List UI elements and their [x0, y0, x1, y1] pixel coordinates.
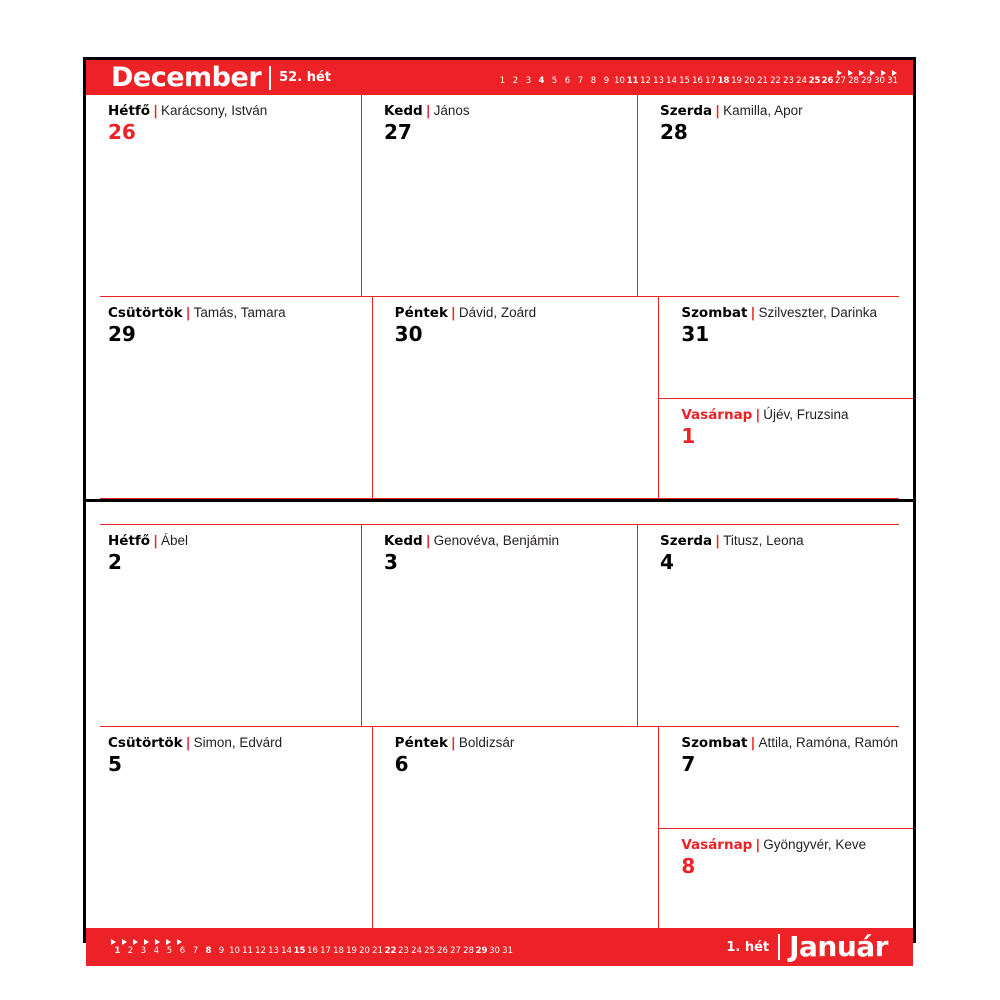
strip-day-9: 9: [218, 945, 225, 956]
day-separator: |: [715, 103, 721, 119]
january-month-title: Január: [789, 930, 888, 963]
strip-day-16: 16: [692, 75, 703, 86]
day-of-week-label: Hétfő: [108, 533, 151, 549]
strip-day-7: 7: [577, 75, 584, 86]
strip-day-15: 15: [679, 75, 690, 86]
arrow-icon: [177, 939, 182, 945]
strip-day-26: 26: [437, 945, 448, 956]
day-header: [108, 735, 362, 751]
strip-day-28: 28: [848, 75, 859, 86]
strip-day-20: 20: [744, 75, 755, 86]
day-header: [681, 407, 903, 423]
day-header: [660, 533, 903, 549]
arrow-icon: [837, 70, 842, 76]
strip-day-3: 3: [525, 75, 532, 86]
day-of-week-label: Kedd: [384, 103, 423, 119]
day-of-week-label: Szombat: [681, 305, 748, 321]
strip-day-1: 1: [114, 945, 121, 956]
strip-day-9: 9: [603, 75, 610, 86]
day-number: 5: [108, 752, 122, 777]
arrow-icon: [859, 70, 864, 76]
day-header: [384, 103, 627, 119]
day-header: [108, 103, 351, 119]
day-number: 4: [660, 550, 674, 575]
day-cell-weekend: [659, 727, 913, 928]
strip-day-31: 31: [887, 75, 898, 86]
day-number: 1: [681, 423, 696, 448]
nameday-list: Kamilla, Apor: [723, 103, 803, 118]
day-separator: |: [715, 533, 721, 549]
nameday-list: Genovéva, Benjámin: [433, 533, 559, 548]
strip-day-29: 29: [861, 75, 872, 86]
day-number: 31: [681, 322, 710, 347]
strip-day-14: 14: [281, 945, 292, 956]
nameday-list: János: [433, 103, 470, 118]
december-day-numbers: [496, 77, 899, 86]
strip-day-22: 22: [384, 945, 397, 956]
strip-day-27: 27: [450, 945, 461, 956]
strip-day-18: 18: [717, 75, 730, 86]
calendar-spread: [83, 57, 916, 963]
day-separator: |: [450, 305, 456, 321]
december-header-bar: [86, 60, 913, 95]
arrow-icon: [881, 70, 886, 76]
title-divider: [778, 934, 780, 960]
arrow-icon: [122, 939, 127, 945]
strip-day-16: 16: [307, 945, 318, 956]
day-number: 6: [394, 752, 409, 777]
day-cell-tuesday[interactable]: [362, 95, 638, 296]
january-footer-bar: [86, 928, 913, 966]
january-daystrip: [111, 928, 514, 966]
day-cell-weekend: [659, 297, 913, 498]
day-header: [395, 735, 649, 751]
strip-day-13: 13: [653, 75, 664, 86]
day-number: 2: [108, 550, 122, 575]
day-separator: |: [450, 735, 456, 751]
strip-day-31: 31: [502, 945, 513, 956]
nameday-list: Boldizsár: [458, 735, 515, 750]
day-header: [108, 305, 362, 321]
december-week-row-2: [86, 297, 913, 498]
day-cell-thursday[interactable]: [86, 727, 373, 928]
strip-day-17: 17: [705, 75, 716, 86]
nameday-list: Ábel: [161, 533, 189, 548]
strip-day-7: 7: [192, 945, 199, 956]
day-of-week-label: Hétfő: [108, 103, 151, 119]
january-week-number: 1. hét: [726, 939, 770, 955]
strip-day-22: 22: [770, 75, 781, 86]
arrow-icon: [111, 939, 116, 945]
strip-day-5: 5: [166, 945, 173, 956]
day-of-week-label: Szombat: [681, 735, 748, 751]
january-week-row-2: [86, 727, 913, 928]
day-separator: |: [750, 735, 756, 751]
arrow-icon: [144, 939, 149, 945]
day-cell-friday[interactable]: [373, 727, 660, 928]
day-of-week-label: Csütörtök: [108, 735, 183, 751]
december-daystrip: [496, 60, 899, 95]
day-separator: |: [750, 305, 756, 321]
strip-day-11: 11: [242, 945, 253, 956]
arrow-icon: [155, 939, 160, 945]
day-header: [681, 837, 903, 853]
month-divider: [86, 499, 913, 502]
day-cell-tuesday[interactable]: [362, 525, 638, 726]
strip-day-21: 21: [757, 75, 768, 86]
day-separator: |: [153, 103, 158, 119]
strip-day-6: 6: [564, 75, 571, 86]
day-cell-saturday[interactable]: [659, 727, 913, 828]
day-of-week-label: Vasárnap: [681, 836, 753, 853]
day-number: 30: [394, 322, 423, 347]
day-of-week-label: Csütörtök: [108, 305, 183, 321]
december-week-row-1: [86, 95, 913, 296]
day-separator: |: [185, 305, 191, 321]
strip-day-6: 6: [179, 945, 186, 956]
strip-day-30: 30: [489, 945, 500, 956]
strip-day-30: 30: [874, 75, 885, 86]
day-number: 27: [384, 120, 412, 145]
strip-day-4: 4: [538, 75, 545, 86]
day-cell-wednesday[interactable]: [638, 525, 913, 726]
strip-day-21: 21: [372, 945, 383, 956]
day-separator: |: [153, 533, 158, 549]
strip-day-3: 3: [140, 945, 147, 956]
strip-day-10: 10: [614, 75, 625, 86]
day-separator: |: [755, 836, 761, 853]
strip-day-14: 14: [666, 75, 677, 86]
day-cell-saturday[interactable]: [659, 297, 913, 398]
strip-day-25: 25: [808, 75, 821, 86]
title-divider: [269, 66, 271, 90]
strip-day-25: 25: [424, 945, 435, 956]
arrow-icon: [133, 939, 138, 945]
strip-day-29: 29: [475, 945, 488, 956]
day-number: 3: [384, 550, 398, 575]
nameday-list: Tamás, Tamara: [193, 305, 286, 320]
day-of-week-label: Kedd: [384, 533, 423, 549]
strip-day-12: 12: [640, 75, 651, 86]
day-cell-monday[interactable]: [86, 525, 362, 726]
january-week-row-1: [86, 525, 913, 726]
day-cell-sunday[interactable]: [659, 828, 913, 929]
strip-day-19: 19: [346, 945, 357, 956]
day-header: [681, 735, 903, 751]
day-header: [395, 305, 649, 321]
arrow-icon: [892, 70, 897, 76]
december-week-number: 52. hét: [279, 70, 331, 85]
day-separator: |: [755, 406, 761, 423]
january-day-numbers: [111, 947, 514, 956]
day-cell-wednesday[interactable]: [638, 95, 913, 296]
day-header: [384, 533, 627, 549]
strip-day-12: 12: [255, 945, 266, 956]
strip-day-8: 8: [590, 75, 597, 86]
day-header: [660, 103, 903, 119]
strip-day-20: 20: [359, 945, 370, 956]
strip-day-28: 28: [463, 945, 474, 956]
nameday-list: Újév, Fruzsina: [763, 406, 849, 422]
strip-day-23: 23: [398, 945, 409, 956]
day-of-week-label: Péntek: [394, 735, 448, 751]
day-of-week-label: Péntek: [394, 305, 448, 321]
arrow-icon: [848, 70, 853, 76]
day-cell-thursday[interactable]: [86, 297, 373, 498]
strip-day-23: 23: [783, 75, 794, 86]
day-number: 8: [681, 853, 696, 878]
day-separator: |: [185, 735, 191, 751]
strip-day-13: 13: [268, 945, 279, 956]
day-cell-sunday[interactable]: [659, 398, 913, 499]
strip-day-24: 24: [411, 945, 422, 956]
strip-day-11: 11: [626, 75, 639, 86]
nameday-list: Dávid, Zoárd: [458, 305, 537, 320]
strip-day-26: 26: [821, 75, 834, 86]
nameday-list: Simon, Edvárd: [193, 735, 283, 750]
nameday-list: Karácsony, István: [161, 103, 268, 118]
strip-day-10: 10: [229, 945, 240, 956]
day-number: 29: [108, 322, 136, 347]
day-header: [681, 305, 903, 321]
nameday-list: Gyöngyvér, Keve: [763, 836, 867, 852]
strip-day-2: 2: [127, 945, 134, 956]
strip-day-1: 1: [499, 75, 506, 86]
day-cell-monday[interactable]: [86, 95, 362, 296]
strip-day-17: 17: [320, 945, 331, 956]
arrow-icon: [166, 939, 171, 945]
day-number: 28: [660, 120, 688, 145]
strip-day-27: 27: [835, 75, 846, 86]
nameday-list: Szilveszter, Darinka: [758, 305, 877, 320]
strip-day-5: 5: [551, 75, 558, 86]
day-of-week-label: Szerda: [660, 103, 713, 119]
strip-day-15: 15: [293, 945, 306, 956]
day-header: [108, 533, 351, 549]
arrow-icon: [870, 70, 875, 76]
day-of-week-label: Vasárnap: [681, 406, 753, 423]
day-separator: |: [425, 103, 431, 119]
strip-day-4: 4: [153, 945, 160, 956]
day-number: 26: [108, 120, 136, 145]
day-separator: |: [425, 533, 431, 549]
arrow-markers-january: [111, 939, 512, 945]
arrow-markers-december: [837, 70, 897, 76]
strip-day-18: 18: [333, 945, 344, 956]
strip-day-24: 24: [796, 75, 807, 86]
nameday-list: Titusz, Leona: [723, 533, 804, 548]
nameday-list: Attila, Ramóna, Ramón: [758, 735, 898, 750]
strip-day-2: 2: [512, 75, 519, 86]
day-of-week-label: Szerda: [660, 533, 713, 549]
day-cell-friday[interactable]: [373, 297, 660, 498]
strip-day-19: 19: [731, 75, 742, 86]
december-month-title: December: [111, 62, 262, 93]
strip-day-8: 8: [205, 945, 212, 956]
day-number: 7: [681, 752, 696, 777]
